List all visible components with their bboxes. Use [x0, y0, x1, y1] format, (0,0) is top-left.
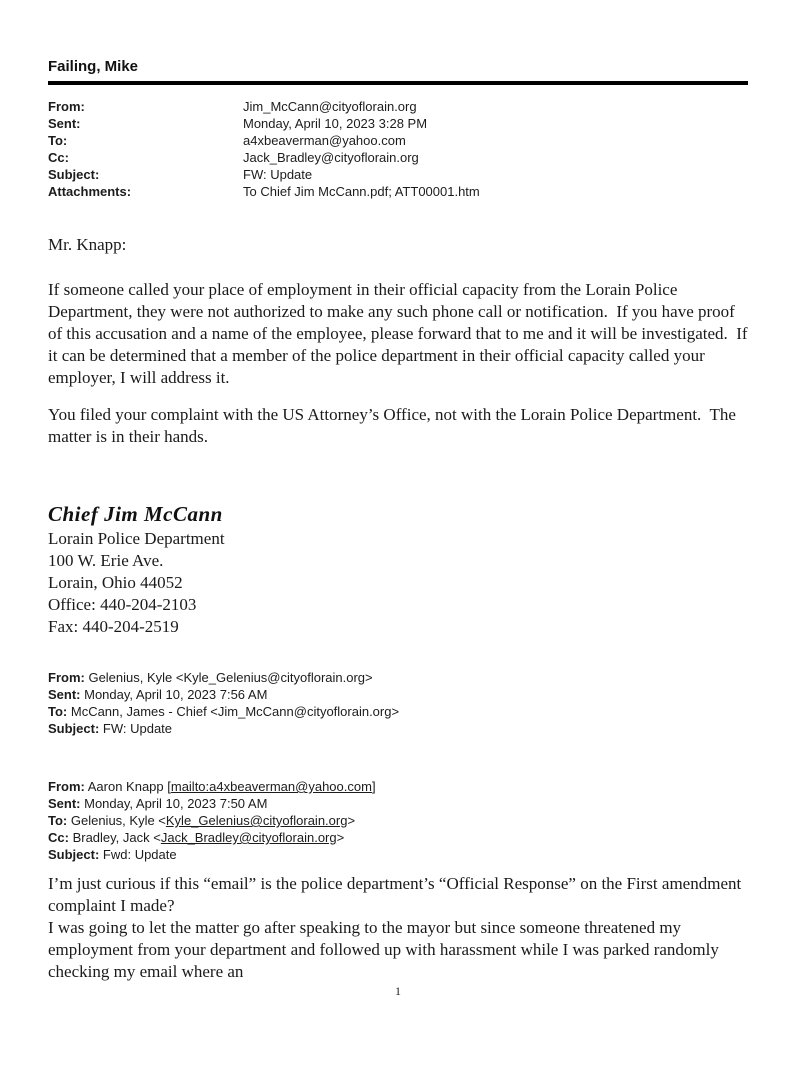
header-label-to: To: [48, 133, 68, 148]
fwd2-row-cc [48, 829, 748, 846]
fwd2-label-to: To: [48, 813, 68, 828]
signature-city: Lorain, Ohio 44052 [48, 573, 183, 592]
fwd2-label-sent: Sent: [48, 796, 81, 811]
email-header-block [48, 98, 748, 200]
fwd1-row-subject [48, 720, 748, 737]
header-label-subject: Subject: [48, 167, 100, 182]
fwd2-to-email-link[interactable]: Kyle_Gelenius@cityoflorain.org [165, 813, 348, 828]
fwd2-label-from: From: [48, 779, 85, 794]
fwd1-label-from: From: [48, 670, 85, 685]
header-row-to [48, 132, 748, 149]
fwd1-row-to [48, 703, 748, 720]
fwd1-label-to: To: [48, 704, 68, 719]
signature-block [48, 501, 748, 638]
header-row-from [48, 98, 748, 115]
page-number: 1 [395, 984, 401, 998]
fwd2-to-pre: Gelenius, Kyle < [67, 813, 166, 828]
fwd2-label-cc: Cc: [48, 830, 69, 845]
fwd2-from-mailto-link[interactable]: mailto:a4xbeaverman@yahoo.com [170, 779, 372, 794]
reply-paragraph-2: I was going to let the matter go after speaking to the mayor but since someone threatened my employment from your department and followed up with harassment while I was parked randomly checking my email where an [48, 918, 724, 981]
header-row-cc [48, 149, 748, 166]
title-divider-rule [48, 81, 748, 85]
header-value-sent: Monday, April 10, 2023 3:28 PM [243, 116, 428, 131]
fwd2-subject-value: Fwd: Update [99, 847, 177, 862]
fwd1-value-sent: Monday, April 10, 2023 7:56 AM [80, 687, 268, 702]
header-label-from: From: [48, 99, 85, 114]
fwd1-label-sent: Sent: [48, 687, 81, 702]
signature-office-phone: Office: 440-204-2103 [48, 595, 197, 614]
salutation: Mr. Knapp: [48, 235, 127, 254]
fwd2-from-pre: Aaron Knapp [ [84, 779, 171, 794]
header-value-subject: FW: Update [243, 167, 313, 182]
header-value-from: Jim_McCann@cityoflorain.org [243, 99, 417, 114]
fwd2-from-post: ] [371, 779, 376, 794]
fwd2-label-subject: Subject: [48, 847, 100, 862]
fwd2-cc-email-link[interactable]: Jack_Bradley@cityoflorain.org [160, 830, 337, 845]
reply-body-block [48, 873, 748, 983]
header-row-sent [48, 115, 748, 132]
fwd2-to-post: > [347, 813, 356, 828]
header-value-to: a4xbeaverman@yahoo.com [243, 133, 406, 148]
header-label-cc: Cc: [48, 150, 69, 165]
fwd2-row-subject [48, 846, 748, 863]
forwarded-header-2 [48, 778, 748, 863]
fwd1-label-subject: Subject: [48, 721, 100, 736]
reply-paragraph-1: I’m just curious if this “email” is the police department’s “Official Response” on the First amendment complaint I made? [48, 874, 746, 915]
fwd1-value-to: McCann, James - Chief <Jim_McCann@cityoflorain.org> [67, 704, 400, 719]
recipient-title: Failing, Mike [48, 58, 139, 75]
fwd1-value-subject: FW: Update [99, 721, 173, 736]
header-row-attachments [48, 183, 748, 200]
fwd2-cc-post: > [336, 830, 345, 845]
fwd1-row-from [48, 669, 748, 686]
header-value-cc: Jack_Bradley@cityoflorain.org [243, 150, 419, 165]
signature-org: Lorain Police Department [48, 529, 225, 548]
fwd2-row-to [48, 812, 748, 829]
signature-fax: Fax: 440-204-2519 [48, 617, 179, 636]
signature-name: Chief Jim McCann [48, 502, 223, 526]
fwd1-value-from: Gelenius, Kyle <Kyle_Gelenius@cityoflorain.org> [84, 670, 373, 685]
header-value-attachments: To Chief Jim McCann.pdf; ATT00001.htm [243, 184, 480, 199]
fwd1-row-sent [48, 686, 748, 703]
body-paragraph-1: If someone called your place of employment in their official capacity from the Lorain Police Department, they were not authorized to make any such phone call or notification. If you have proof of this accusation and a name of the employee, please forward that to me and it will be investigated. If it can be determined that a member of the police department in their official capacity called your employer, I will address it. [48, 280, 752, 387]
forwarded-header-1 [48, 669, 748, 737]
fwd2-row-sent [48, 795, 748, 812]
header-label-attachments: Attachments: [48, 184, 132, 199]
body-paragraph-2: You filed your complaint with the US Attorney’s Office, not with the Lorain Police Department. The matter is in their hands. [48, 405, 741, 446]
scanned-email-page [0, 56, 789, 1080]
fwd2-sent-value: Monday, April 10, 2023 7:50 AM [80, 796, 268, 811]
header-label-sent: Sent: [48, 116, 81, 131]
fwd2-row-from [48, 778, 748, 795]
header-row-subject [48, 166, 748, 183]
signature-street: 100 W. Erie Ave. [48, 551, 164, 570]
fwd2-cc-pre: Bradley, Jack < [68, 830, 161, 845]
